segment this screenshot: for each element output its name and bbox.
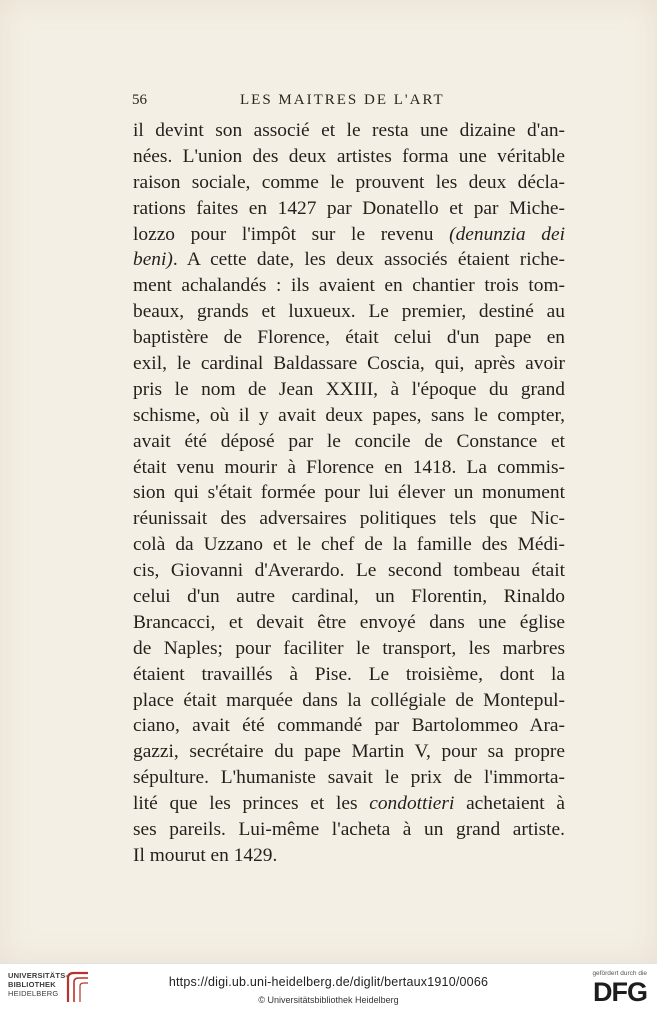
text-line: [133, 480, 565, 506]
text-line: [133, 584, 565, 610]
text-line: [133, 144, 565, 170]
copyright-notice: © Universitätsbibliothek Heidelberg: [258, 995, 399, 1005]
text-line: [133, 299, 565, 325]
dfg-logo[interactable]: DFG: [593, 977, 647, 1007]
text-run: baptistère de Florence, était celui d'un pape en: [133, 327, 565, 349]
text-run: il devint son associé et le resta une dizaine d'an-: [133, 120, 565, 141]
text-line: [133, 377, 565, 403]
text-run: nées. L'union des deux artistes forma une véritable: [133, 145, 565, 167]
text-run: place était marquée dans la collégiale de Montepul-: [133, 689, 565, 711]
text-line: [133, 558, 565, 584]
text-run: colà da Uzzano et le chef de la famille des Médi-: [133, 534, 565, 556]
text-line: [133, 713, 565, 739]
library-name-line2: BIBLIOTHEK: [8, 980, 56, 989]
text-run: achetaient à: [454, 793, 566, 815]
text-run: raison sociale, comme le prouvent les deux décla-: [133, 171, 565, 193]
funding-note: gefördert durch die: [592, 970, 647, 977]
text-line: [133, 351, 565, 377]
text-run: exil, le cardinal Baldassare Coscia, qui, après avoir: [133, 353, 565, 375]
text-run: réunissait des adversaires politiques tels que Nic-: [133, 508, 565, 530]
italic-text: (denunzia dei: [449, 223, 565, 245]
page-number: 56: [132, 92, 147, 108]
text-line: [133, 636, 565, 662]
text-run: ses pareils. Lui-même l'acheta à un grand artiste.: [133, 819, 565, 841]
text-line: [133, 222, 565, 248]
text-run: de Naples; pour faciliter le transport, les marbres: [133, 637, 565, 659]
text-run: ment achalandés : ils avaient en chantier trois tom-: [133, 275, 565, 297]
text-line: [133, 247, 565, 273]
text-run: pris le nom de Jean XXIII, à l'époque du grand: [133, 378, 565, 400]
viewer-footer: [0, 963, 657, 1013]
text-run: Il mourut en 1429.: [133, 844, 278, 866]
text-run: rations faites en 1427 par Donatello et par Miche-: [133, 197, 565, 219]
text-line: [133, 170, 565, 196]
text-run: lozzo pour l'impôt sur le revenu: [133, 223, 450, 245]
text-line: [133, 325, 565, 351]
text-line: [133, 403, 565, 429]
text-run: schisme, où il y avait deux papes, sans le compter,: [133, 404, 565, 426]
text-run: ciano, avait été commandé par Bartolommeo Ara-: [133, 715, 565, 737]
italic-text: beni): [133, 249, 173, 271]
running-head: [132, 92, 572, 114]
text-run: Brancacci, et devait être envoyé dans une église: [133, 611, 565, 633]
text-run: cis, Giovanni d'Averardo. Le second tombeau était: [133, 560, 565, 582]
text-line: [133, 843, 565, 869]
text-line: [133, 532, 565, 558]
text-line: [133, 765, 565, 791]
text-run: gazzi, secrétaire du pape Martin V, pour sa propre: [133, 741, 565, 763]
text-line: [133, 196, 565, 222]
text-run: beaux, grands et luxueux. Le premier, destiné au: [133, 301, 565, 323]
library-name-line3: HEIDELBERG: [8, 989, 59, 998]
text-line: [133, 118, 565, 144]
running-title: LES MAITRES DE L'ART: [240, 92, 445, 108]
text-run: était venu mourir à Florence en 1418. La commis-: [133, 456, 565, 478]
text-run: avait été déposé par le concile de Constance et: [133, 430, 565, 452]
text-run: sion qui s'était formée pour lui élever un monument: [133, 482, 565, 504]
text-line: [133, 273, 565, 299]
body-text: [133, 118, 565, 869]
text-line: [133, 817, 565, 843]
text-line: [133, 429, 565, 455]
library-name-line1: UNIVERSITÄTS-: [8, 971, 69, 980]
text-run: . A cette date, les deux associés étaient riche-: [172, 249, 565, 271]
text-run: lité que les princes et les: [133, 793, 370, 815]
text-run: celui d'un autre cardinal, un Florentin, Rinaldo: [133, 586, 565, 608]
text-line: [133, 662, 565, 688]
italic-text: condottieri: [369, 793, 455, 815]
text-line: [133, 455, 565, 481]
text-line: [133, 739, 565, 765]
text-run: étaient travaillés à Pise. Le troisième, dont la: [133, 663, 565, 685]
text-line: [133, 688, 565, 714]
text-line: [133, 791, 565, 817]
text-line: [133, 506, 565, 532]
text-line: [133, 610, 565, 636]
permalink-url[interactable]: https://digi.ub.uni-heidelberg.de/diglit/bertaux1910/0066: [168, 975, 489, 989]
text-run: sépulture. L'humaniste savait le prix de l'immorta-: [133, 767, 565, 789]
